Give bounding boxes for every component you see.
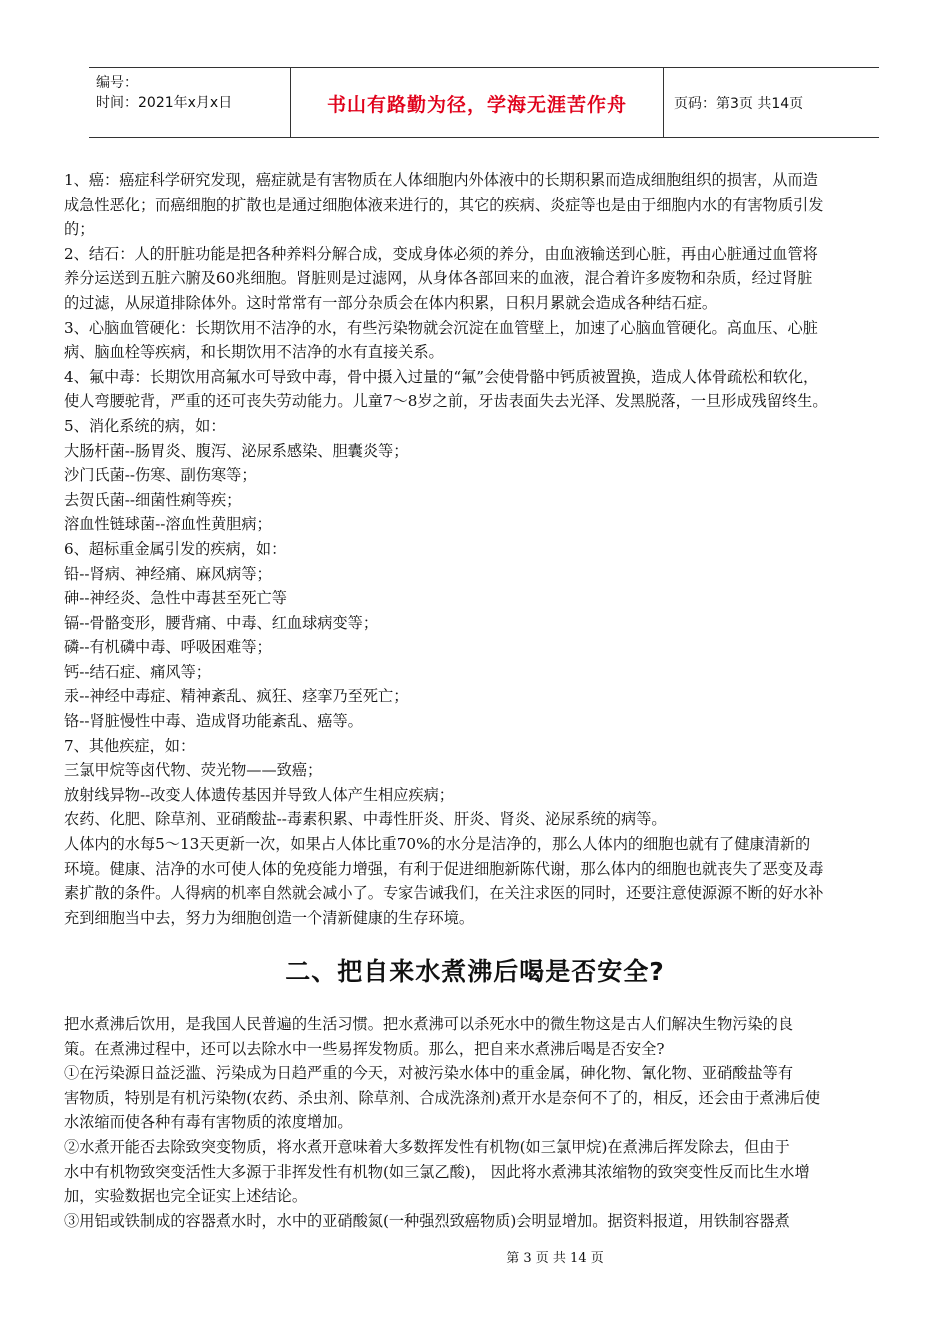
header-motto: 书山有路勤为径，学海无涯苦作舟 [326, 94, 627, 116]
text-line: 把水煮沸后饮用，是我国人民普遍的生活习惯。把水煮沸可以杀死水中的微生物这是古人们解决生物污染的良 [64, 1015, 793, 1033]
page-footer [0, 1247, 950, 1266]
text-line: 6、超标重金属引发的疾病，如： [64, 539, 287, 558]
text-line: 病、脑血栓等疾病，和长期饮用不洁净的水有直接关系。 [64, 343, 444, 362]
footer-page-number: 第 3 页 共 14 页 [506, 1251, 604, 1266]
body-text-section-1 [64, 168, 910, 930]
text-line: 去贺氏菌--细菌性痢等疾； [64, 490, 242, 509]
text-line: 钙--结石症、痛风等； [64, 662, 211, 681]
header-left-cell [89, 68, 290, 137]
text-line: 大肠杆菌--肠胃炎、腹泻、泌尿系感染、胆囊炎等； [64, 441, 409, 460]
text-line: ③用铝或铁制成的容器煮水时，水中的亚硝酸氮(一种强烈致癌物质)会明显增加。据资料报道，用铁制容器煮 [64, 1211, 790, 1230]
text-line: 环境。健康、洁净的水可使人体的免疫能力增强，有利于促进细胞新陈代谢，那么体内的细胞也就丧失了恶变及毒 [64, 859, 824, 878]
text-line: 人体内的水每5～13天更新一次，如果占人体比重70%的水分是洁净的，那么人体内的细胞也就有了健康清新的 [64, 835, 811, 854]
text-line: 水浓缩而使各种有毒有害物质的浓度增加。 [64, 1113, 353, 1132]
text-line: 成急性恶化；而癌细胞的扩散也是通过细胞体液来进行的，其它的疾病、炎症等也是由于细胞内水的有害物质引发 [64, 195, 824, 214]
text-line: 5、消化系统的病，如： [64, 416, 226, 435]
text-line: 素扩散的条件。人得病的机率自然就会减小了。专家告诫我们，在关注求医的同时，还要注意使源源不断的好水补 [64, 884, 824, 903]
document-time-label: 时间：2021年x月x日 [96, 95, 233, 111]
header-middle-cell [290, 68, 664, 137]
header-right-cell [663, 68, 879, 137]
header-table [89, 67, 879, 138]
text-line: ②水煮开能否去除致突变物质，将水煮开意味着大多数挥发性有机物(如三氯甲烷)在煮沸后挥发除去，但由于 [64, 1137, 790, 1156]
header-page-label: 页码：第3页 共14页 [674, 96, 804, 112]
text-line: 铬--肾脏慢性中毒、造成肾功能紊乱、癌等。 [64, 712, 363, 731]
text-line: 充到细胞当中去，努力为细胞创造一个清新健康的生存环境。 [64, 908, 475, 927]
text-line: 的； [64, 220, 95, 239]
text-line: 4、氟中毒：长期饮用高氟水可导致中毒，骨中摄入过量的“氟”会使骨骼中钙质被置换，造成人体骨疏松和软化， [64, 367, 819, 386]
body-text-section-2 [64, 1012, 910, 1233]
section-heading: 二、把自来水煮沸后喝是否安全? [285, 957, 665, 986]
text-line: 镉--骨骼变形，腰背痛、中毒、红血球病变等； [64, 613, 379, 632]
text-line: 铅--肾病、神经痛、麻风病等； [64, 564, 272, 583]
text-line: 1、癌：癌症科学研究发现，癌症就是有害物质在人体细胞内外体液中的长期积累而造成细胞组织的损害，从而造 [64, 171, 818, 189]
text-line: 汞--神经中毒症、精神紊乱、疯狂、痉挛乃至死亡； [64, 687, 409, 706]
text-line: 水中有机物致突变活性大多源于非挥发性有机物(如三氯乙酸)， 因此将水煮沸其浓缩物的致突变性反而比生水增 [64, 1162, 810, 1181]
text-line: 三氯甲烷等卤代物、荧光物——致癌； [64, 761, 323, 780]
text-line: 2、结石：人的肝脏功能是把各种养料分解合成，变成身体必须的养分，由血液输送到心脏，再由心脏通过血管将 [64, 244, 818, 263]
text-line: 害物质，特别是有机污染物(农药、杀虫剂、除草剂、合成洗涤剂)煮开水是奈何不了的，相反，还会由于煮沸后使 [64, 1088, 821, 1107]
text-line: 放射线异物--改变人体遗传基因并导致人体产生相应疾病； [64, 785, 454, 804]
text-line: 的过滤，从尿道排除体外。这时常常有一部分杂质会在体内积累，日积月累就会造成各种结石症。 [64, 293, 718, 312]
text-line: ①在污染源日益泛滥、污染成为日趋严重的今天，对被污染水体中的重金属，砷化物、氰化物、亚硝酸盐等有 [64, 1064, 793, 1083]
text-line: 溶血性链球菌--溶血性黄胆病； [64, 515, 272, 534]
text-line: 使人弯腰驼背，严重的还可丧失劳动能力。儿童7～8岁之前，牙齿表面失去光泽、发黑脱落，一旦形成残留终生。 [64, 392, 828, 411]
text-line: 农药、化肥、除草剂、亚硝酸盐--毒素积累、中毒性肝炎、肝炎、肾炎、泌尿系统的病等。 [64, 810, 667, 829]
document-number-label: 编号： [96, 75, 138, 91]
text-line: 沙门氏菌--伤寒、副伤寒等； [64, 466, 257, 485]
text-line: 养分运送到五脏六腑及60兆细胞。肾脏则是过滤网，从身体各部回来的血液，混合着许多废物和杂质，经过肾脏 [64, 269, 813, 288]
text-line: 磷--有机磷中毒、呼吸困难等； [64, 638, 272, 657]
text-line: 加，实验数据也完全证实上述结论。 [64, 1187, 307, 1206]
text-line: 7、其他疾症，如： [64, 736, 196, 755]
text-line: 砷--神经炎、急性中毒甚至死亡等 [64, 589, 287, 608]
text-line: 3、心脑血管硬化：长期饮用不洁净的水，有些污染物就会沉淀在血管壁上，加速了心脑血管硬化。高血压、心脏 [64, 318, 818, 337]
text-line: 策。在煮沸过程中，还可以去除水中一些易挥发物质。那么，把自来水煮沸后喝是否安全? [64, 1039, 665, 1058]
